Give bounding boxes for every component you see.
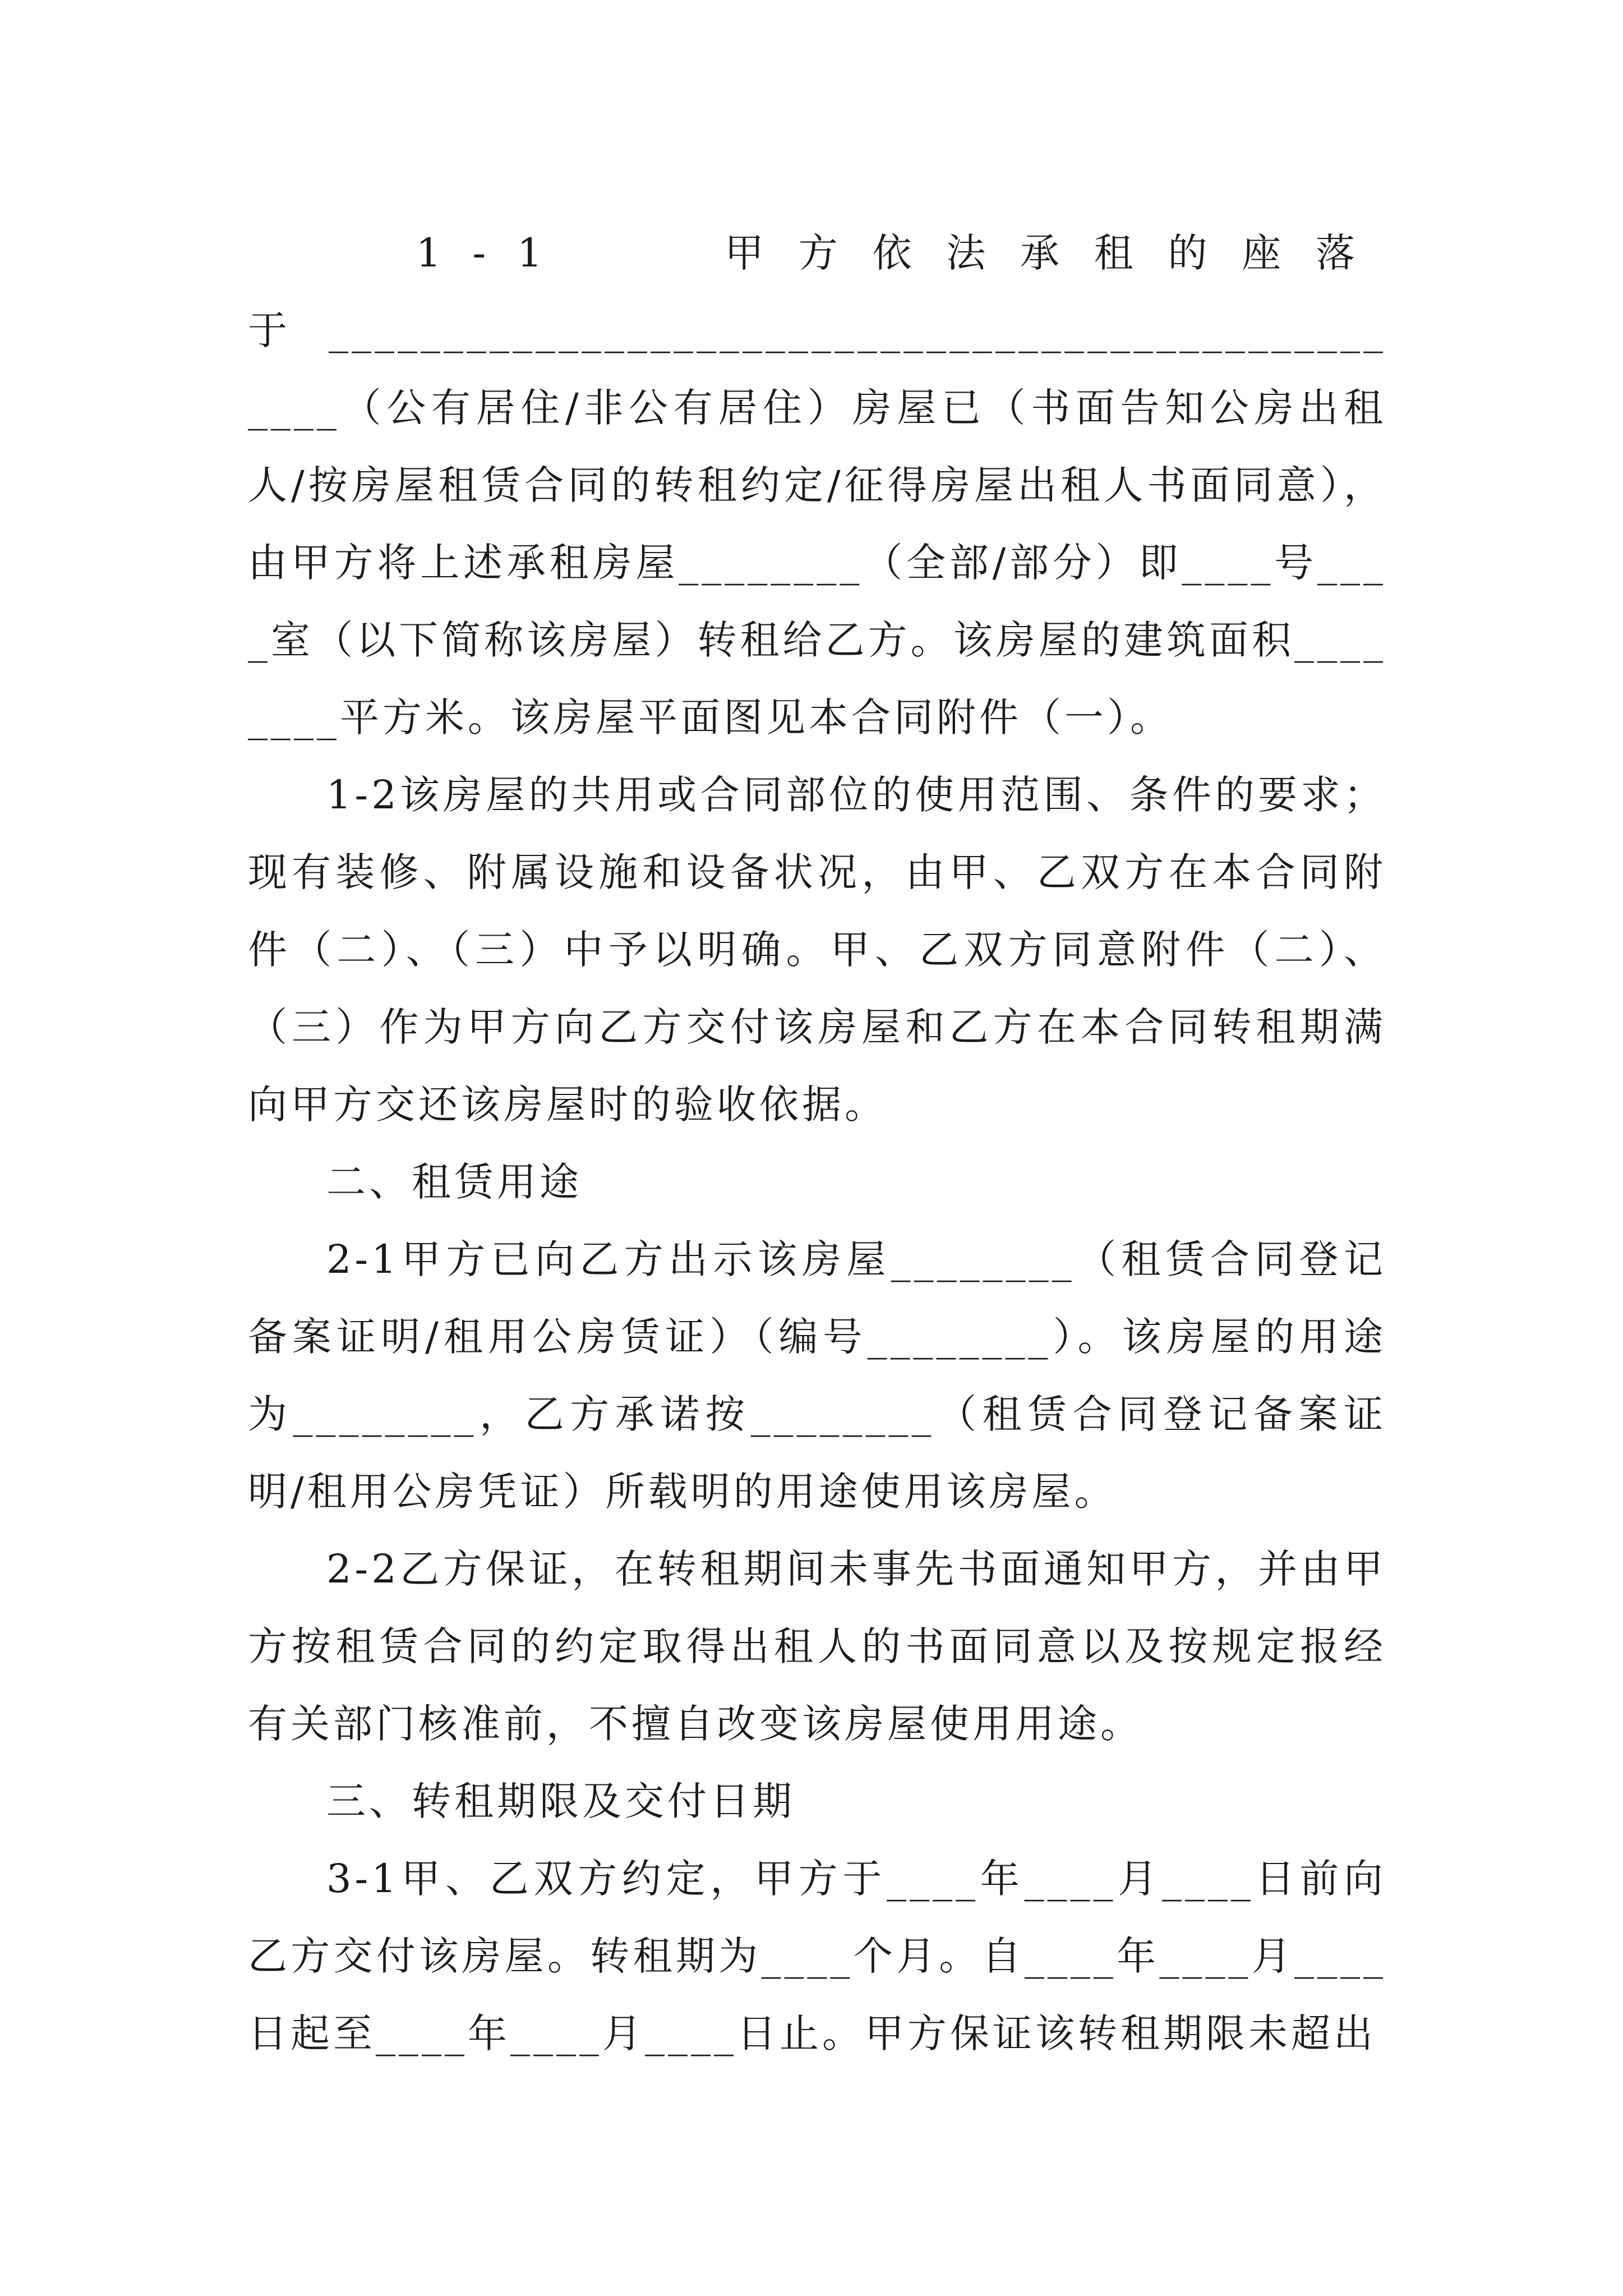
clause-3-1: 3-1甲、乙双方约定，甲方于____年____月____日前向乙方交付该房屋。转租期为____个月。自____年____月____日起至____年____月____日止。甲方保证该转租期限未超出 xyxy=(248,1856,1386,2056)
clause-1-2: 1-2该房屋的共用或合同部位的使用范围、条件的要求；现有装修、附属设施和设备状况，由甲、乙双方在本合同附件（二）、（三）中予以明确。甲、乙双方同意附件（二）、（三）作为甲方向乙方交付该房屋和乙方在本合同转租期满向甲方交还该房屋时的验收依据。 xyxy=(248,772,1386,1128)
clause-2-2: 2-2乙方保证，在转租期间未事先书面通知甲方，并由甲方按租赁合同的约定取得出租人的书面同意以及按规定报经有关部门核准前，不擅自改变该房屋使用用途。 xyxy=(248,1546,1386,1747)
document-page xyxy=(248,214,1386,2072)
clause-1-1 xyxy=(248,214,1386,756)
section-heading-2: 二、租赁用途 xyxy=(326,1159,582,1205)
clause-1-1-lead: 1-1 甲方依法承租的座落于 xyxy=(248,230,1386,353)
section-heading-3: 三、转租期限及交付日期 xyxy=(326,1778,795,1824)
clause-2-1: 2-1甲方已向乙方出示该房屋________（租赁合同登记备案证明/租用公房赁证）（编号________）。该房屋的用途为________，乙方承诺按________（租赁合同登记备案证明/租用公房凭证）所载明的用途使用该房屋。 xyxy=(248,1236,1386,1515)
clause-1-1-body: __________________________________________________（公有居住/非公有居住）房屋已（书面告知公房出租人/按房屋租赁合同的转租约定/征得房屋出租人书面同意），由甲方将上述承租房屋________（全部/部分）即____号____室（以下简称该房屋）转租给乙方。该房屋的建筑面积________平方米。该房屋平面图见本合同附件（一）。 xyxy=(248,307,1386,740)
